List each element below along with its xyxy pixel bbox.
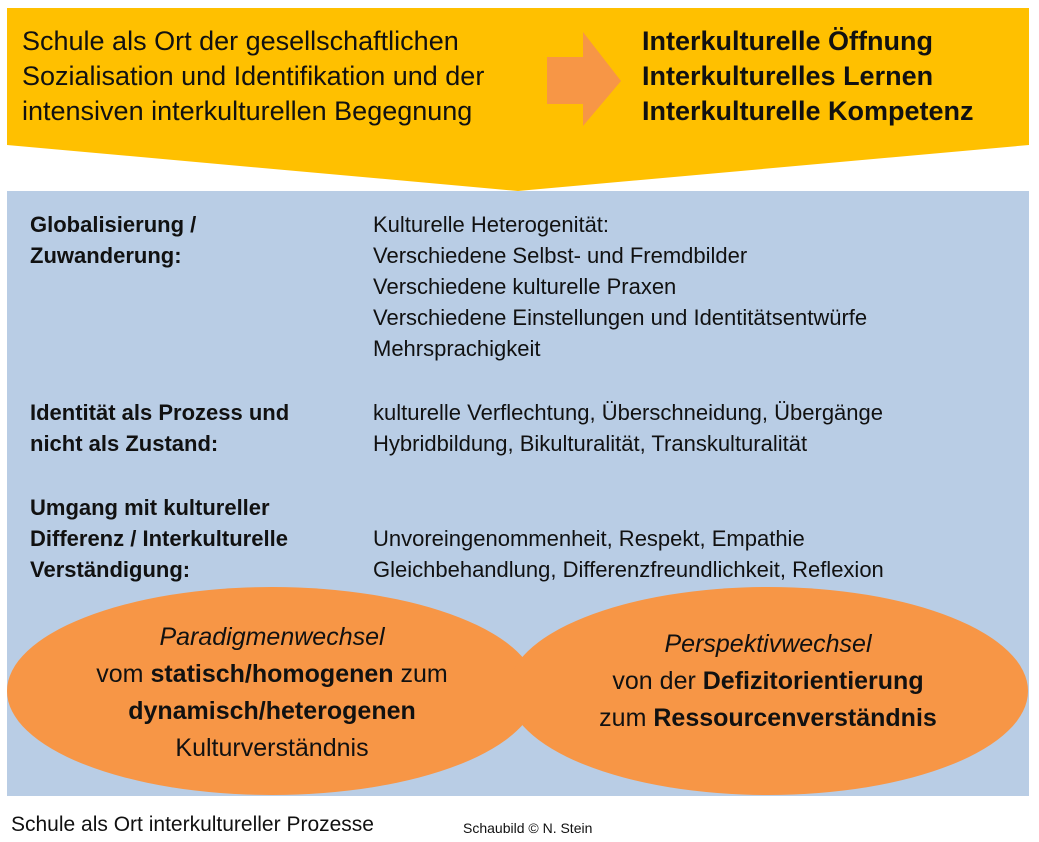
- figure-caption: Schule als Ort interkultureller Prozesse: [11, 813, 374, 836]
- ellipse-line: [42, 693, 502, 730]
- ellipse-perspective-text: [538, 626, 998, 737]
- row-label-line: Verständigung:: [30, 557, 191, 582]
- ellipse-line: [42, 656, 502, 693]
- row-label-line: Identität als Prozess und: [30, 400, 290, 425]
- ellipse-bold-part: statisch/homogenen: [150, 660, 394, 688]
- header-left-line: Sozialisation und Identifikation und der: [22, 61, 485, 91]
- ellipse-line: [538, 700, 998, 737]
- row-values-identitaet: [373, 397, 1013, 459]
- row-value-line: Unvoreingenommenheit, Respekt, Empathie: [373, 526, 805, 551]
- ellipse-title: Perspektivwechsel: [664, 630, 872, 658]
- ellipse-text-part: von der: [612, 667, 703, 695]
- header-left-line: Schule als Ort der gesellschaftlichen: [22, 26, 459, 56]
- header-right-line: Interkulturelle Öffnung: [642, 26, 934, 56]
- row-value-line: Mehrsprachigkeit: [373, 336, 541, 361]
- row-label-globalisierung: [30, 209, 360, 271]
- ellipse-paradigm-text: [42, 619, 502, 767]
- header-left-text: [22, 24, 542, 129]
- row-label-line: Zuwanderung:: [30, 243, 182, 268]
- row-value-line: Verschiedene Selbst- und Fremdbilder: [373, 243, 748, 268]
- ellipse-text-part: vom: [96, 660, 151, 688]
- header-right-line: Interkulturelle Kompetenz: [642, 96, 974, 126]
- row-value-line: kulturelle Verflechtung, Überschneidung, Übergänge: [373, 400, 883, 425]
- ellipse-bold-part: dynamisch/heterogenen: [128, 697, 416, 725]
- ellipse-bold-part: Defizitorientierung: [702, 667, 924, 695]
- header-right-line: Interkulturelles Lernen: [642, 61, 934, 91]
- ellipse-title: Paradigmenwechsel: [159, 623, 385, 651]
- row-label-identitaet: [30, 397, 360, 459]
- row-label-line: Globalisierung /: [30, 212, 197, 237]
- row-value-line: Verschiedene Einstellungen und Identitätsentwürfe: [373, 305, 868, 330]
- figure-credit: Schaubild © N. Stein: [463, 820, 593, 836]
- ellipse-line: [538, 663, 998, 700]
- row-label-umgang: [30, 492, 360, 585]
- row-value-line: Verschiedene kulturelle Praxen: [373, 274, 677, 299]
- row-value-line: Hybridbildung, Bikulturalität, Transkulturalität: [373, 431, 808, 456]
- header-right-text: [642, 24, 1032, 129]
- header-left-line: intensiven interkulturellen Begegnung: [22, 96, 473, 126]
- row-label-line: Differenz / Interkulturelle: [30, 526, 288, 551]
- row-value-line: Kulturelle Heterogenität:: [373, 212, 610, 237]
- row-label-line: Umgang mit kultureller: [30, 495, 270, 520]
- row-values-globalisierung: [373, 209, 1013, 364]
- ellipse-line: Kulturverständnis: [175, 734, 369, 762]
- ellipse-bold-part: Ressourcenverständnis: [653, 704, 937, 732]
- row-label-line: nicht als Zustand:: [30, 431, 219, 456]
- row-values-umgang: [373, 523, 1013, 585]
- ellipse-text-part: zum: [599, 704, 654, 732]
- ellipse-text-part: zum: [393, 660, 448, 688]
- row-value-line: Gleichbehandlung, Differenzfreundlichkeit, Reflexion: [373, 557, 884, 582]
